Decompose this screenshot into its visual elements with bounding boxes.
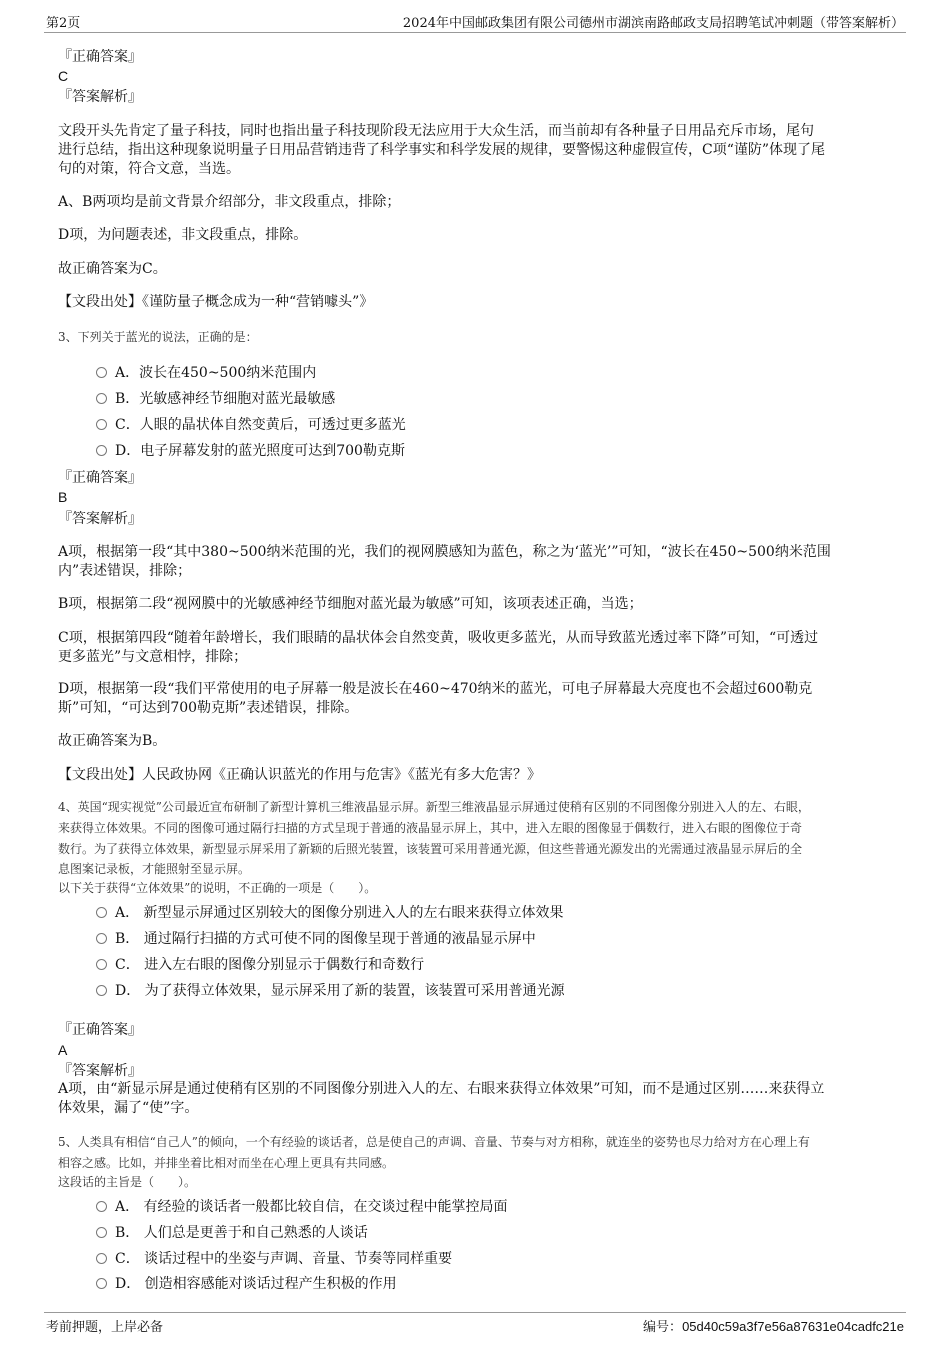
q3-analysis-c: C项，根据第四段“随着年龄增长，我们眼睛的晶状体会自然变黄，吸收更多蓝光，从而导致蓝光透过率下降”可知，“可透过	[58, 630, 819, 646]
q3-answer: B	[58, 489, 68, 505]
option-label: D． 为了获得立体效果，显示屏采用了新的装置，该装置可采用普通光源	[115, 983, 565, 999]
q5-option-c[interactable]	[96, 1250, 452, 1268]
option-label: C．人眼的晶状体自然变黄后，可透过更多蓝光	[115, 417, 406, 433]
q4-option-d[interactable]	[96, 982, 565, 1000]
q2-conclusion: 故正确答案为C。	[58, 261, 167, 277]
q4-answer: A	[58, 1042, 68, 1058]
q3-analysis-a: 内”表述错误，排除；	[58, 563, 192, 579]
option-label: A．波长在450~500纳米范围内	[115, 365, 317, 381]
q3-option-b[interactable]	[96, 390, 335, 408]
option-label: A． 有经验的谈话者一般都比较自信，在交谈过程中能掌控局面	[115, 1199, 508, 1215]
q3-option-a[interactable]	[96, 364, 316, 382]
q4-answer-label: 『正确答案』	[58, 1022, 142, 1038]
option-label: B．光敏感神经节细胞对蓝光最敏感	[115, 391, 336, 407]
radio-icon[interactable]	[96, 1201, 107, 1212]
option-label: A． 新型显示屏通过区别较大的图像分别进入人的左右眼来获得立体效果	[115, 905, 564, 921]
q3-analysis-d: 斯”可知，“可达到700勒克斯”表述错误，排除。	[58, 700, 359, 716]
footer-slogan: 考前押题，上岸必备	[46, 1320, 164, 1335]
q4-passage-line: 息图案记录板，才能照射至显示屏。	[58, 862, 251, 876]
q3-source: 【文段出处】人民政协网《正确认识蓝光的作用与危害》《蓝光有多大危害？》	[58, 767, 541, 783]
q3-analysis-label: 『答案解析』	[58, 511, 142, 527]
option-label: D． 创造相容感能对谈话过程产生积极的作用	[115, 1276, 397, 1292]
q3-analysis-d: D项，根据第一段“我们平常使用的电子屏幕一般是波长在460~470纳米的蓝光，可电子屏幕最大亮度也不会超过600勒克	[58, 681, 813, 697]
q2-analysis-line: 进行总结，指出这种现象说明量子日用品营销违背了科学事实和科学发展的规律，要警惕这种虚假宣传，C项“谨防”体现了尾	[58, 142, 826, 158]
option-label: D．电子屏幕发射的蓝光照度可达到700勒克斯	[115, 443, 405, 459]
q4-option-c[interactable]	[96, 956, 424, 974]
radio-icon[interactable]	[96, 419, 107, 430]
radio-icon[interactable]	[96, 445, 107, 456]
radio-icon[interactable]	[96, 367, 107, 378]
document-code	[643, 1316, 904, 1335]
q2-analysis-label: 『答案解析』	[58, 89, 142, 105]
q3-option-c[interactable]	[96, 416, 406, 434]
option-label: C． 谈话过程中的坐姿与声调、音量、节奏等同样重要	[115, 1251, 453, 1267]
q4-analysis-label: 『答案解析』	[58, 1063, 142, 1079]
radio-icon[interactable]	[96, 393, 107, 404]
q2-answer-label: 『正确答案』	[58, 49, 142, 65]
radio-icon[interactable]	[96, 1253, 107, 1264]
option-label: C． 进入左右眼的图像分别显示于偶数行和奇数行	[115, 957, 425, 973]
q5-passage-line: 5、人类具有相信“自己人”的倾向，一个有经验的谈话者，总是使自己的声调、音量、节奏与对方相称，就连坐的姿势也尽力给对方在心理上有	[58, 1135, 810, 1149]
q5-question: 这段话的主旨是（ ）。	[58, 1175, 197, 1189]
code-value: 05d40c59a3f7e56a87631e04cadfc21e	[682, 1319, 904, 1334]
q4-passage-line: 来获得立体效果。不同的图像可通过隔行扫描的方式呈现于普通的液晶显示屏上，其中，进入左眼的图像显于偶数行，进入右眼的图像位于奇	[58, 821, 803, 835]
q4-passage-line: 4、英国“现实视觉”公司最近宣布研制了新型计算机三维液晶显示屏。新型三维液晶显示屏通过使稍有区别的不同图像分别进入人的左、右眼，	[58, 800, 810, 814]
radio-icon[interactable]	[96, 959, 107, 970]
q2-source: 【文段出处】《谨防量子概念成为一种“营销噱头”》	[58, 294, 374, 310]
q4-option-b[interactable]	[96, 930, 536, 948]
page-number: 第2页	[46, 16, 81, 31]
page-footer	[44, 1312, 906, 1333]
q5-option-b[interactable]	[96, 1224, 368, 1242]
q3-question: 3、下列关于蓝光的说法，正确的是：	[58, 330, 258, 344]
q2-analysis-line: 文段开头先肯定了量子科技，同时也指出量子科技现阶段无法应用于大众生活，而当前却有各种量子日用品充斥市场，尾句	[58, 123, 814, 139]
document-title: 2024年中国邮政集团有限公司德州市湖滨南路邮政支局招聘笔试冲刺题（带答案解析）	[402, 16, 904, 31]
code-label: 编号：	[643, 1320, 683, 1335]
q3-answer-label: 『正确答案』	[58, 470, 142, 486]
q2-analysis-ab: A、B两项均是前文背景介绍部分，非文段重点，排除；	[58, 194, 401, 210]
q5-passage-line: 相容之感。比如，并排坐着比相对而坐在心理上更具有共同感。	[58, 1156, 395, 1170]
q5-option-d[interactable]	[96, 1275, 397, 1293]
page-header	[44, 12, 906, 33]
q2-analysis-d: D项，为问题表述，非文段重点，排除。	[58, 227, 308, 243]
q3-analysis-a: A项，根据第一段“其中380~500纳米范围的光，我们的视网膜感知为蓝色，称之为‘蓝光’”可知，“波长在450~500纳米范围	[58, 544, 831, 560]
option-label: B． 通过隔行扫描的方式可使不同的图像呈现于普通的液晶显示屏中	[115, 931, 536, 947]
radio-icon[interactable]	[96, 1227, 107, 1238]
q5-option-a[interactable]	[96, 1198, 508, 1216]
q3-option-d[interactable]	[96, 442, 405, 460]
radio-icon[interactable]	[96, 1278, 107, 1289]
q4-option-a[interactable]	[96, 904, 564, 922]
q3-analysis-b: B项，根据第二段“视网膜中的光敏感神经节细胞对蓝光最为敏感”可知，该项表述正确，当选；	[58, 596, 643, 612]
radio-icon[interactable]	[96, 907, 107, 918]
option-label: B． 人们总是更善于和自己熟悉的人谈话	[115, 1225, 368, 1241]
q2-analysis-line: 句的对策，符合文意，当选。	[58, 161, 240, 177]
q4-question: 以下关于获得“立体效果”的说明，不正确的一项是（ ）。	[58, 881, 377, 895]
q2-answer: C	[58, 68, 69, 84]
q4-analysis-line: A项，由“新显示屏是通过使稍有区别的不同图像分别进入人的左、右眼来获得立体效果”可知，而不是通过区别……来获得立	[58, 1081, 825, 1097]
q4-passage-line: 数行。为了获得立体效果，新型显示屏采用了新颖的后照光装置，该装置可采用普通光源，但这些普通光源发出的光需通过液晶显示屏后的全	[58, 842, 803, 856]
q3-conclusion: 故正确答案为B。	[58, 733, 167, 749]
radio-icon[interactable]	[96, 933, 107, 944]
radio-icon[interactable]	[96, 985, 107, 996]
q3-analysis-c: 更多蓝光”与文意相悖，排除；	[58, 649, 248, 665]
q4-analysis-line: 体效果，漏了“使”字。	[58, 1100, 199, 1116]
